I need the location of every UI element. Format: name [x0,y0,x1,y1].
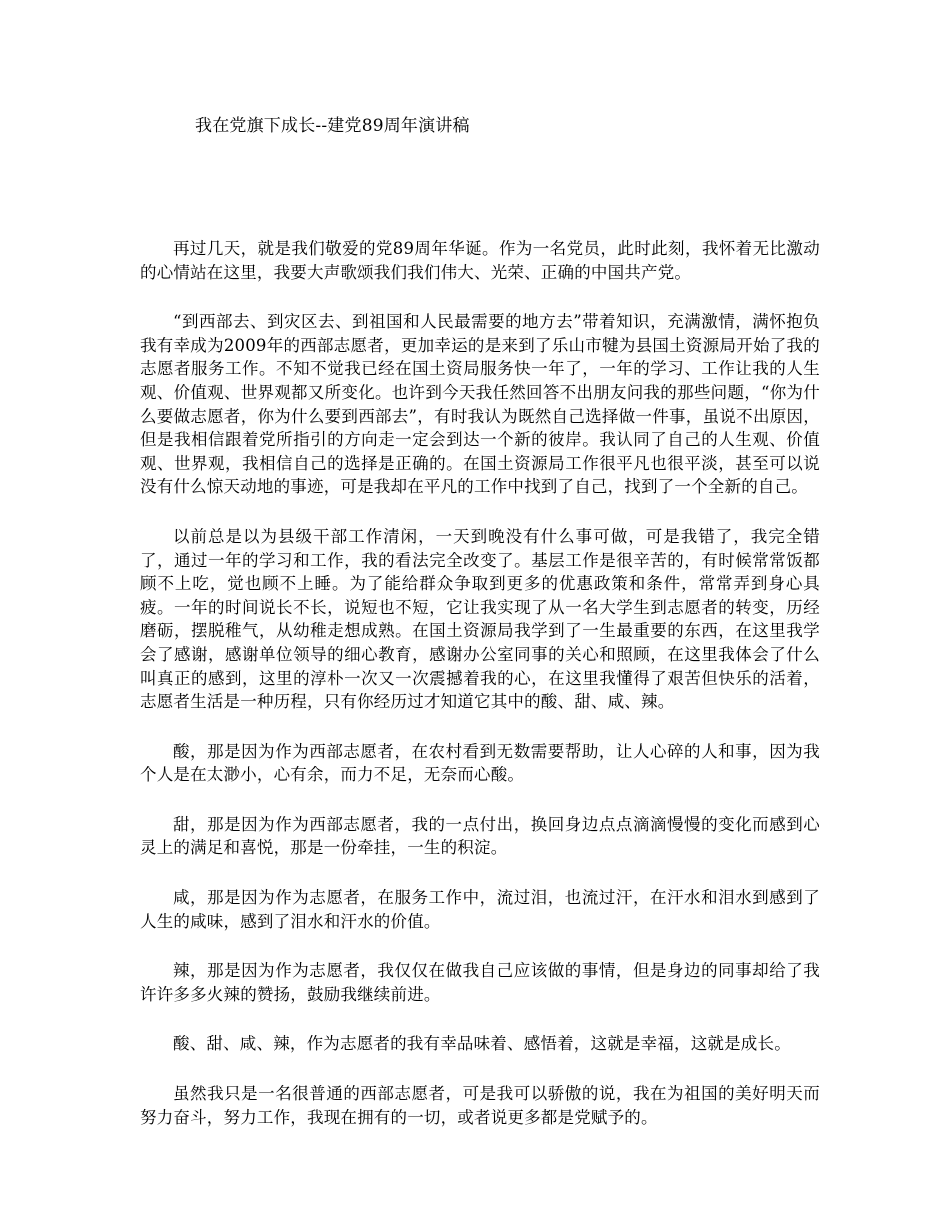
paragraph: 酸、甜、咸、辣，作为志愿者的我有幸品味着、感悟着，这就是幸福，这就是成长。 [173,1034,791,1054]
paragraph: 咸，那是因为作为志愿者，在服务工作中，流过泪，也流过汗，在汗水和泪水到感到了人生的咸味，感到了泪水和汗水的价值。 [140,888,820,931]
paragraph: 以前总是以为县级干部工作清闲，一天到晚没有什么事可做，可是我错了，我完全错了，通过一年的学习和工作，我的看法完全改变了。基层工作是很辛苦的，有时候常常饭都顾不上吃，觉也顾不上睡。为了能给群众争取到更多的优惠政策和条件，常常弄到身心具疲。一年的时间说长不长，说短也不短，它让我实现了从一名大学生到志愿者的转变，历经磨砺，摆脱稚气，从幼稚走想成熟。在国土资源局我学到了一生最重要的东西，在这里我学会了感谢，感谢单位领导的细心教育，感谢办公室同事的关心和照顾，在这里我体会了什么叫真正的感到，这里的淳朴一次又一次震撼着我的心，在这里我懂得了艰苦但快乐的活着，志愿者生活是一种历程，只有你经历过才知道它其中的酸、甜、咸、辣。 [140,526,820,712]
paragraph: 甜，那是因为作为西部志愿者，我的一点付出，换回身边点点滴滴慢慢的变化而感到心灵上的满足和喜悦，那是一份牵挂，一生的积淀。 [140,814,820,858]
paragraph: “到西部去、到灾区去、到祖国和人民最需要的地方去”带着知识，充满激情，满怀抱负我有幸成为2009年的西部志愿者，更加幸运的是来到了乐山市犍为县国土资源局开始了我的志愿者服务工作。不知不觉我已经在国土资局服务快一年了，一年的学习、工作让我的人生观、价值观、世界观都又所变化。也许到今天我任然回答不出朋友问我的那些问题，“你为什么要做志愿者，你为什么要到西部去”，有时我认为既然自己选择做一件事，虽说不出原因，但是我相信跟着党所指引的方向走一定会到达一个新的彼岸。我认同了自己的人生观、价值观、世界观，我相信自己的选择是正确的。在国土资源局工作很平凡也很平淡，甚至可以说没有什么惊天动地的事迹，可是我却在平凡的工作中找到了自己，找到了一个全新的自己。 [140,312,820,497]
paragraph: 酸，那是因为作为西部志愿者，在农村看到无数需要帮助，让人心碎的人和事，因为我个人是在太渺小，心有余，而力不足，无奈而心酸。 [140,741,820,785]
document-body [140,237,820,1155]
paragraph: 再过几天，就是我们敬爱的党89周年华诞。作为一名党员，此时此刻，我怀着无比激动的心情站在这里，我要大声歌颂我们我们伟大、光荣、正确的中国共产党。 [140,239,820,282]
paragraph: 虽然我只是一名很普通的西部志愿者，可是我可以骄傲的说，我在为祖国的美好明天而努力奋斗，努力工作，我现在拥有的一切，或者说更多都是党赋予的。 [140,1084,820,1127]
paragraph: 辣，那是因为作为志愿者，我仅仅在做我自己应该做的事情，但是身边的同事却给了我许许多多火辣的赞扬，鼓励我继续前进。 [140,961,820,1004]
document-title: 我在党旗下成长--建党89周年演讲稿 [195,116,470,136]
